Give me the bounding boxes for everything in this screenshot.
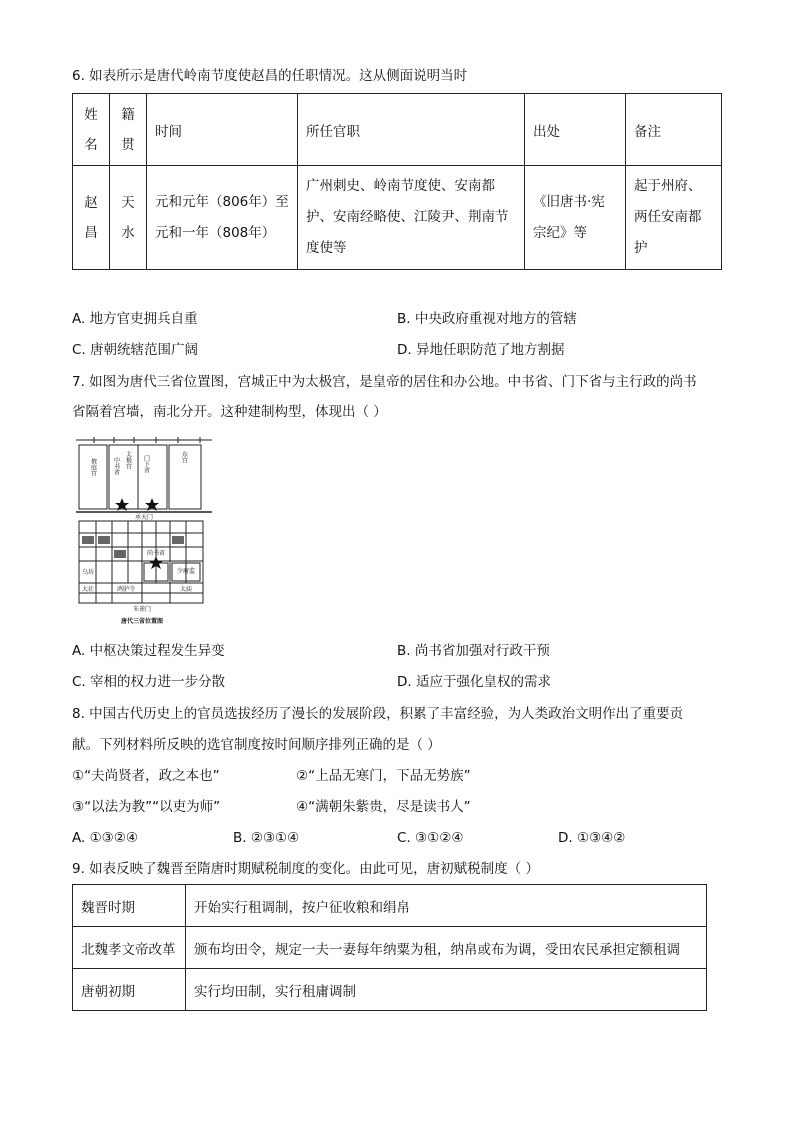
- map-label-yeting: 掖庭宫: [89, 458, 97, 476]
- map-label-shangshu: 尚书省: [146, 550, 166, 557]
- q8-material-2: ②“上品无寒门，下品无势族”: [296, 768, 471, 784]
- q9-period: 唐朝初期: [73, 969, 186, 1011]
- map-label-honglu: 鸿胪寺: [116, 586, 136, 593]
- map-label-wufang: 乌坊: [81, 569, 95, 576]
- map-caption: 唐代三省位置图: [120, 618, 164, 625]
- map-label-shaofu: 少府监: [176, 568, 196, 575]
- q6-stem: 6. 如表所示是唐代岭南节度使赵昌的任职情况。这从侧面说明当时: [72, 68, 468, 84]
- q6-header-origin: 籍贯: [110, 94, 147, 166]
- q6-option-c[interactable]: C. 唐朝统辖范围广阔: [72, 342, 199, 358]
- q8-option-a[interactable]: A. ①③②④: [72, 830, 138, 846]
- q6-cell-origin: 天水: [110, 166, 147, 270]
- q6-option-a[interactable]: A. 地方官吏拥兵自重: [72, 311, 198, 327]
- q6-cell-note: 起于州府、两任安南都护: [626, 166, 722, 270]
- q9-description: 开始实行租调制，按户征收粮和绢帛: [186, 885, 707, 927]
- q7-stem-line2: 省隔着宫墙，南北分开。这种建制构型，体现出（ ）: [72, 404, 387, 420]
- map-label-taimiao: 太庙: [179, 586, 193, 593]
- q9-period: 魏晋时期: [73, 885, 186, 927]
- q9-row-weijin: [73, 885, 707, 927]
- q8-option-b[interactable]: B. ②③①④: [233, 830, 300, 846]
- q8-option-d[interactable]: D. ①③④②: [558, 830, 626, 846]
- q7-option-a[interactable]: A. 中枢决策过程发生异变: [72, 643, 225, 659]
- q7-option-c[interactable]: C. 宰相的权力进一步分散: [72, 674, 226, 690]
- q6-table-row: [73, 166, 722, 270]
- q9-description: 实行均田制，实行租庸调制: [186, 969, 707, 1011]
- q8-option-c[interactable]: C. ③①②④: [397, 830, 464, 846]
- q8-material-4: ④“满朝朱紫贵，尽是读书人”: [296, 799, 471, 815]
- q6-cell-posts: 广州刺史、岭南节度使、安南都护、安南经略使、江陵尹、荆南节度使等: [298, 166, 525, 270]
- q9-row-tang: [73, 969, 707, 1011]
- q6-header-time: 时间: [147, 94, 298, 166]
- q6-option-b[interactable]: B. 中央政府重视对地方的管辖: [397, 311, 577, 327]
- q6-table: [72, 93, 722, 270]
- q7-option-d[interactable]: D. 适应于强化皇权的需求: [397, 674, 551, 690]
- q6-header-name: 姓名: [73, 94, 110, 166]
- q6-cell-time: 元和元年（806年）至元和一年（808年）: [147, 166, 298, 270]
- q9-row-beiwei: [73, 927, 707, 969]
- q8-stem-line2: 献。下列材料所反映的选官制度按时间顺序排列正确的是（ ）: [72, 737, 441, 753]
- map-label-zhuque: 朱雀门: [132, 606, 152, 613]
- q9-description: 颁布均田令，规定一夫一妻每年纳粟为租，纳帛或布为调，受田农民承担定额租调: [186, 927, 707, 969]
- q7-option-b[interactable]: B. 尚书省加强对行政干预: [397, 643, 550, 659]
- q6-cell-source: 《旧唐书·宪宗纪》等: [525, 166, 626, 270]
- q6-header-source: 出处: [525, 94, 626, 166]
- q8-stem-line1: 8. 中国古代历史上的官员选拔经历了漫长的发展阶段，积累了丰富经验，为人类政治文明作出了重要贡: [72, 706, 684, 722]
- map-label-menxia: 门下省: [142, 455, 150, 473]
- q8-material-1: ①“夫尚贤者，政之本也”: [72, 768, 220, 784]
- q6-cell-name: 赵昌: [73, 166, 110, 270]
- map-label-donggong: 东宫: [180, 451, 188, 463]
- q8-material-3: ③“以法为教”“以吏为师”: [72, 799, 221, 815]
- q6-option-d[interactable]: D. 异地任职防范了地方割据: [397, 342, 565, 358]
- three-departments-map: [76, 437, 212, 627]
- q9-stem: 9. 如表反映了魏晋至隋唐时期赋税制度的变化。由此可见，唐初赋税制度（ ）: [72, 861, 539, 877]
- map-label-chengtian: 承天门: [134, 514, 154, 521]
- map-label-taiji: 太极宫: [124, 451, 132, 469]
- q6-header-note: 备注: [626, 94, 722, 166]
- q6-table-header-row: [73, 94, 722, 166]
- map-label-zhongshu: 中书省: [112, 457, 120, 475]
- q6-header-posts: 所任官职: [298, 94, 525, 166]
- map-label-dashe: 大社: [81, 586, 95, 593]
- q9-period: 北魏孝文帝改革: [73, 927, 186, 969]
- q9-table: [72, 884, 707, 1011]
- q7-stem-line1: 7. 如图为唐代三省位置图，宫城正中为太极宫，是皇帝的居住和办公地。中书省、门下省与主行政的尚书: [72, 374, 697, 390]
